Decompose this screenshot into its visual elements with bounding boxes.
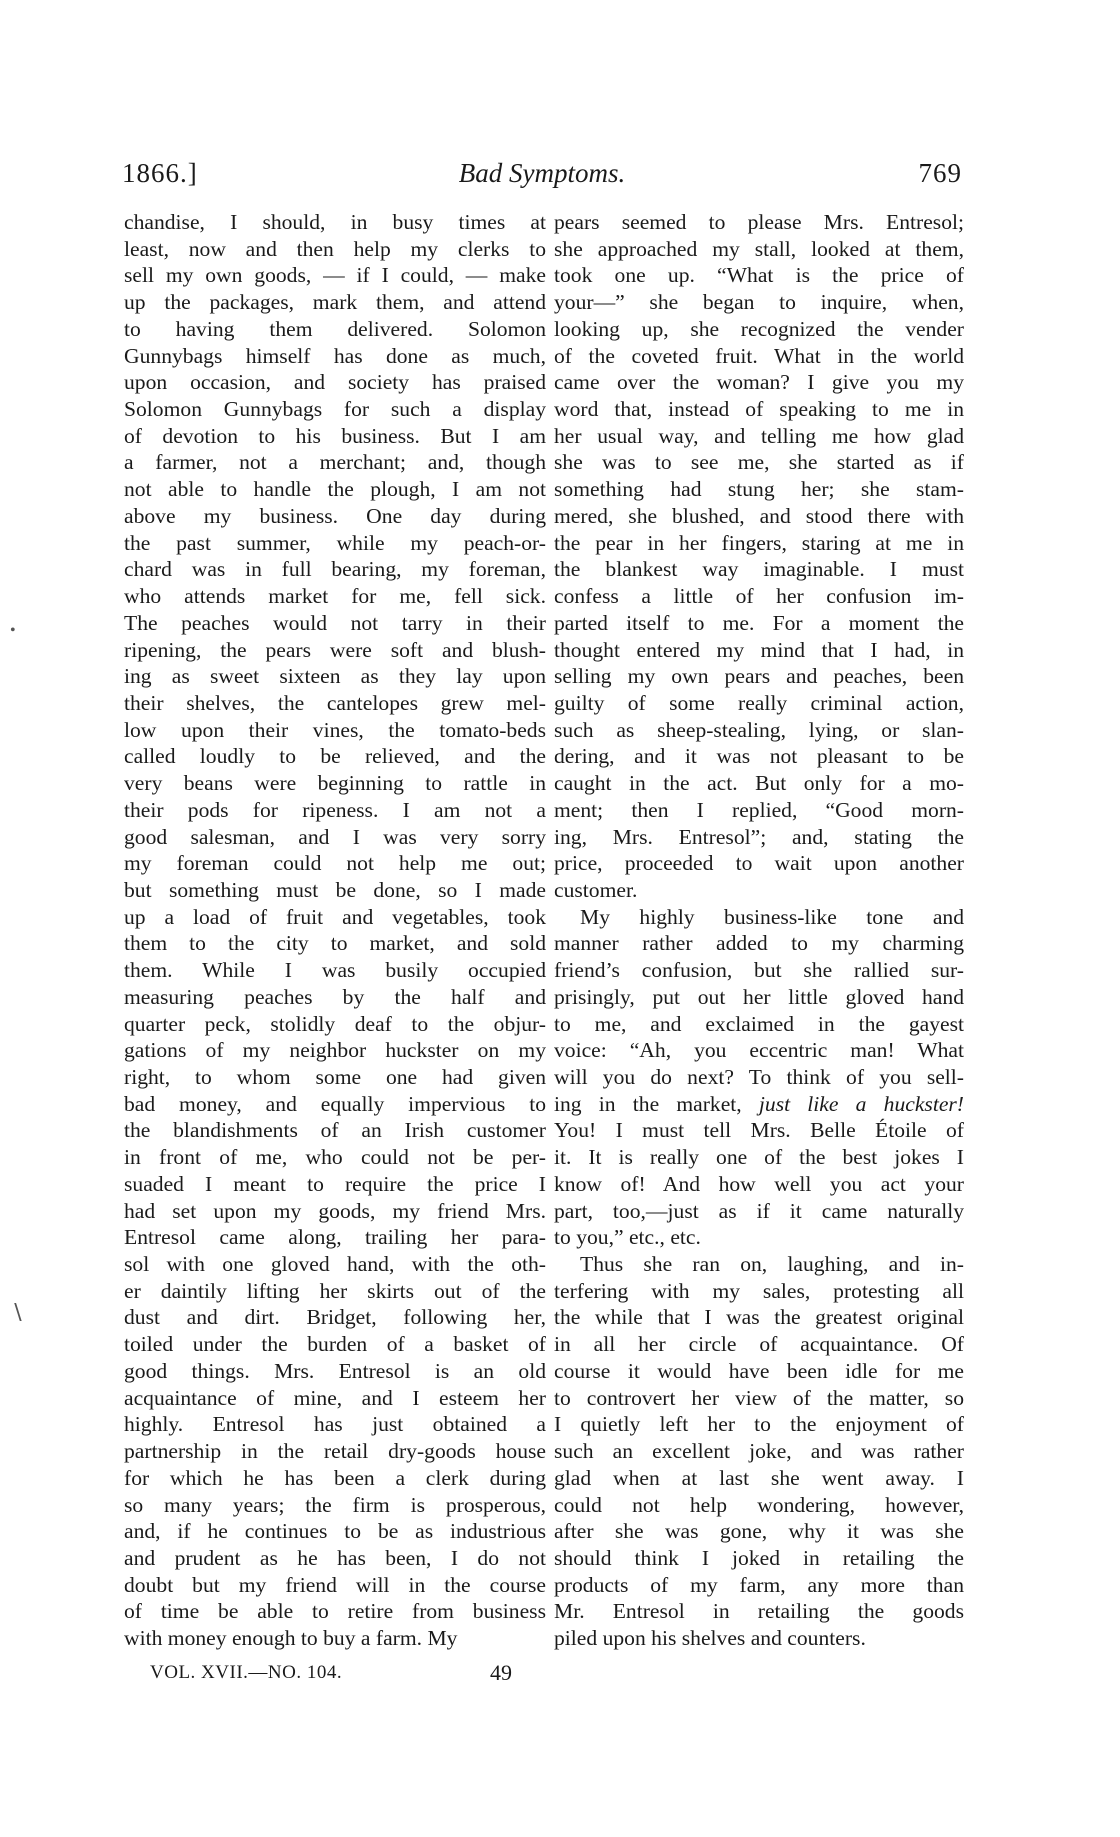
text-line: the past summer, while my peach-or- [124,530,546,555]
margin-speck: • [10,622,16,639]
paragraph [554,904,964,1251]
text-line: suaded I meant to require the price I [124,1171,546,1196]
text-line: up a load of fruit and vegetables, took [124,904,546,929]
text-line: not able to handle the plough, I am not [124,477,546,502]
text-line: she approached my stall, looked at them, [554,236,964,261]
text-line: after she was gone, why it was she [554,1519,964,1544]
text-line: guilty of some really criminal action, [554,690,964,715]
text-line: upon occasion, and society has praised [124,370,546,395]
text-line: chandise, I should, in busy times at [124,210,546,234]
text-line: ing, Mrs. Entresol”; and, stating the [554,824,964,849]
text-line: she was to see me, she started as if [554,450,964,475]
text-line: bad money, and equally impervious to [124,1091,546,1116]
text-line: and, if he continues to be as industrious [124,1519,546,1544]
text-line: with money enough to buy a farm. My [124,1626,458,1651]
text-line: I quietly left her to the enjoyment of [554,1412,964,1437]
text-line: could not help wondering, however, [554,1492,964,1517]
text-line: friend’s confusion, but she rallied sur- [554,958,964,983]
text-line: part, too,—just as if it came naturally [554,1198,964,1223]
text-line: the while that I was the greatest original [554,1305,964,1330]
text-line: highly. Entresol has just obtained a [124,1412,546,1437]
text-line: their shelves, the cantelopes grew mel- [124,690,546,715]
text-line: selling my own pears and peaches, been [554,664,964,689]
text-line: came over the woman? I give you my [554,370,964,395]
text-line: partnership in the retail dry-goods house [124,1439,546,1464]
text-line: low upon their vines, the tomato-beds [124,717,546,742]
text-line: terfering with my sales, protesting all [554,1278,964,1303]
text-line: sell my own goods, — if I could, — make [124,263,546,288]
text-line: the blankest way imaginable. I must [554,557,964,582]
text-line: of devotion to his business. But I am [124,423,546,448]
text-line: right, to whom some one had given [124,1065,546,1089]
text-line: parted itself to me. For a moment the [554,610,964,635]
text-line: doubt but my friend will in the course [124,1572,546,1597]
text-line: Solomon Gunnybags for such a display [124,397,546,422]
margin-speck: ∖ [10,1300,25,1325]
text-line: in all her circle of acquaintance. Of [554,1332,964,1357]
right-column [554,209,964,1652]
text-line: the pear in her fingers, staring at me in [554,530,964,555]
text-line: confess a little of her confusion im- [554,584,964,609]
text-line: good things. Mrs. Entresol is an old [124,1358,546,1383]
text-line: so many years; the firm is prosperous, [124,1492,546,1517]
header-year: 1866.] [122,158,198,188]
header-title: Bad Symptoms. [458,158,626,188]
text-line: the blandishments of an Irish customer [124,1118,546,1143]
text-line: something had stung her; she stam- [554,477,964,502]
text-line: dust and dirt. Bridget, following her, [124,1305,546,1330]
text-line: pears seemed to please Mrs. Entresol; [554,210,964,234]
text-line: very beans were beginning to rattle in [124,771,546,796]
text-line: piled upon his shelves and counters. [554,1626,866,1651]
text-line: them to the city to market, and sold [124,931,546,956]
text-line: ing in the market, just like a huckster! [554,1091,964,1116]
paragraph [554,209,964,904]
text-line: glad when at last she went away. I [554,1465,964,1490]
text-line: will you do next? To think of you sell- [554,1065,964,1089]
page-footer [150,1660,520,1690]
running-header [122,158,962,198]
text-line: Mr. Entresol in retailing the goods [554,1599,964,1624]
text-line: Thus she ran on, laughing, and in- [580,1252,964,1277]
paragraph [554,1251,964,1652]
text-line: to having them delivered. Solomon [124,316,546,341]
text-line: er daintily lifting her skirts out of the [124,1278,546,1303]
text-line: for which he has been a clerk during [124,1465,546,1490]
text-line: them. While I was busily occupied [124,958,546,983]
text-line: course it would have been idle for me [554,1358,964,1383]
text-line: good salesman, and I was very sorry [124,824,546,849]
text-line: You! I must tell Mrs. Belle Étoile of [554,1118,964,1143]
text-line: acquaintance of mine, and I esteem her [124,1385,546,1410]
text-line: Entresol came along, trailing her para- [124,1225,546,1250]
text-line: mered, she blushed, and stood there with [554,503,964,528]
text-line: to me, and exclaimed in the gayest [554,1011,964,1036]
text-line: of the coveted fruit. What in the world [554,343,964,368]
text-line: it. It is really one of the best jokes I [554,1145,964,1170]
text-line: gations of my neighbor huckster on my [124,1038,546,1063]
page-number: 769 [918,158,962,188]
text-line: dering, and it was not pleasant to be [554,744,964,769]
text-line: ment; then I replied, “Good morn- [554,797,964,822]
left-column [124,209,546,1652]
text-line: ing as sweet sixteen as they lay upon [124,664,546,689]
text-line: toiled under the burden of a basket of [124,1332,546,1357]
text-line: price, proceeded to wait upon another [554,851,964,876]
text-line: took one up. “What is the price of [554,263,964,288]
text-line: customer. [554,877,638,902]
text-line: to controvert her view of the matter, so [554,1385,964,1410]
text-line: above my business. One day during [124,503,546,528]
text-line: to you,” etc., etc. [554,1225,701,1250]
text-line: Gunnybags himself has done as much, [124,343,546,368]
text-line: up the packages, mark them, and attend [124,290,546,315]
text-line: but something must be done, so I made [124,877,546,902]
text-line: measuring peaches by the half and [124,984,546,1009]
text-line: prisingly, put out her little gloved hand [554,984,964,1009]
text-line: such an excellent joke, and was rather [554,1439,964,1464]
text-line: manner rather added to my charming [554,931,964,956]
text-line: her usual way, and telling me how glad [554,423,964,448]
text-line: least, now and then help my clerks to [124,236,546,261]
text-line: know of! And how well you act your [554,1171,964,1196]
text-line: of time be able to retire from business [124,1599,546,1624]
text-line: The peaches would not tarry in their [124,610,546,635]
text-line: looking up, she recognized the vender [554,316,964,341]
text-line: called loudly to be relieved, and the [124,744,546,769]
text-line: caught in the act. But only for a mo- [554,771,964,796]
text-line: who attends market for me, fell sick. [124,584,546,609]
signature-mark: 49 [490,1660,512,1685]
text-line: a farmer, not a merchant; and, though [124,450,546,475]
text-line: my foreman could not help me out; [124,851,546,876]
text-line: voice: “Ah, you eccentric man! What [554,1038,964,1063]
text-line: their pods for ripeness. I am not a [124,797,546,822]
text-line: in front of me, who could not be per- [124,1145,546,1170]
text-line: chard was in full bearing, my foreman, [124,557,546,582]
text-line: products of my farm, any more than [554,1572,964,1597]
text-line: and prudent as he has been, I do not [124,1545,546,1570]
text-line: sol with one gloved hand, with the oth- [124,1252,546,1277]
text-line: My highly business-like tone and [580,904,964,929]
text-line: your—” she began to inquire, when, [554,290,964,315]
text-line: should think I joked in retailing the [554,1545,964,1570]
text-line: word that, instead of speaking to me in [554,397,964,422]
text-line: ripening, the pears were soft and blush- [124,637,546,662]
volume-label: VOL. XVII.—NO. 104. [150,1662,343,1683]
text-line: quarter peck, stolidly deaf to the objur- [124,1011,546,1036]
text-line: thought entered my mind that I had, in [554,637,964,662]
text-line: had set upon my goods, my friend Mrs. [124,1198,546,1223]
text-line: such as sheep-stealing, lying, or slan- [554,717,964,742]
